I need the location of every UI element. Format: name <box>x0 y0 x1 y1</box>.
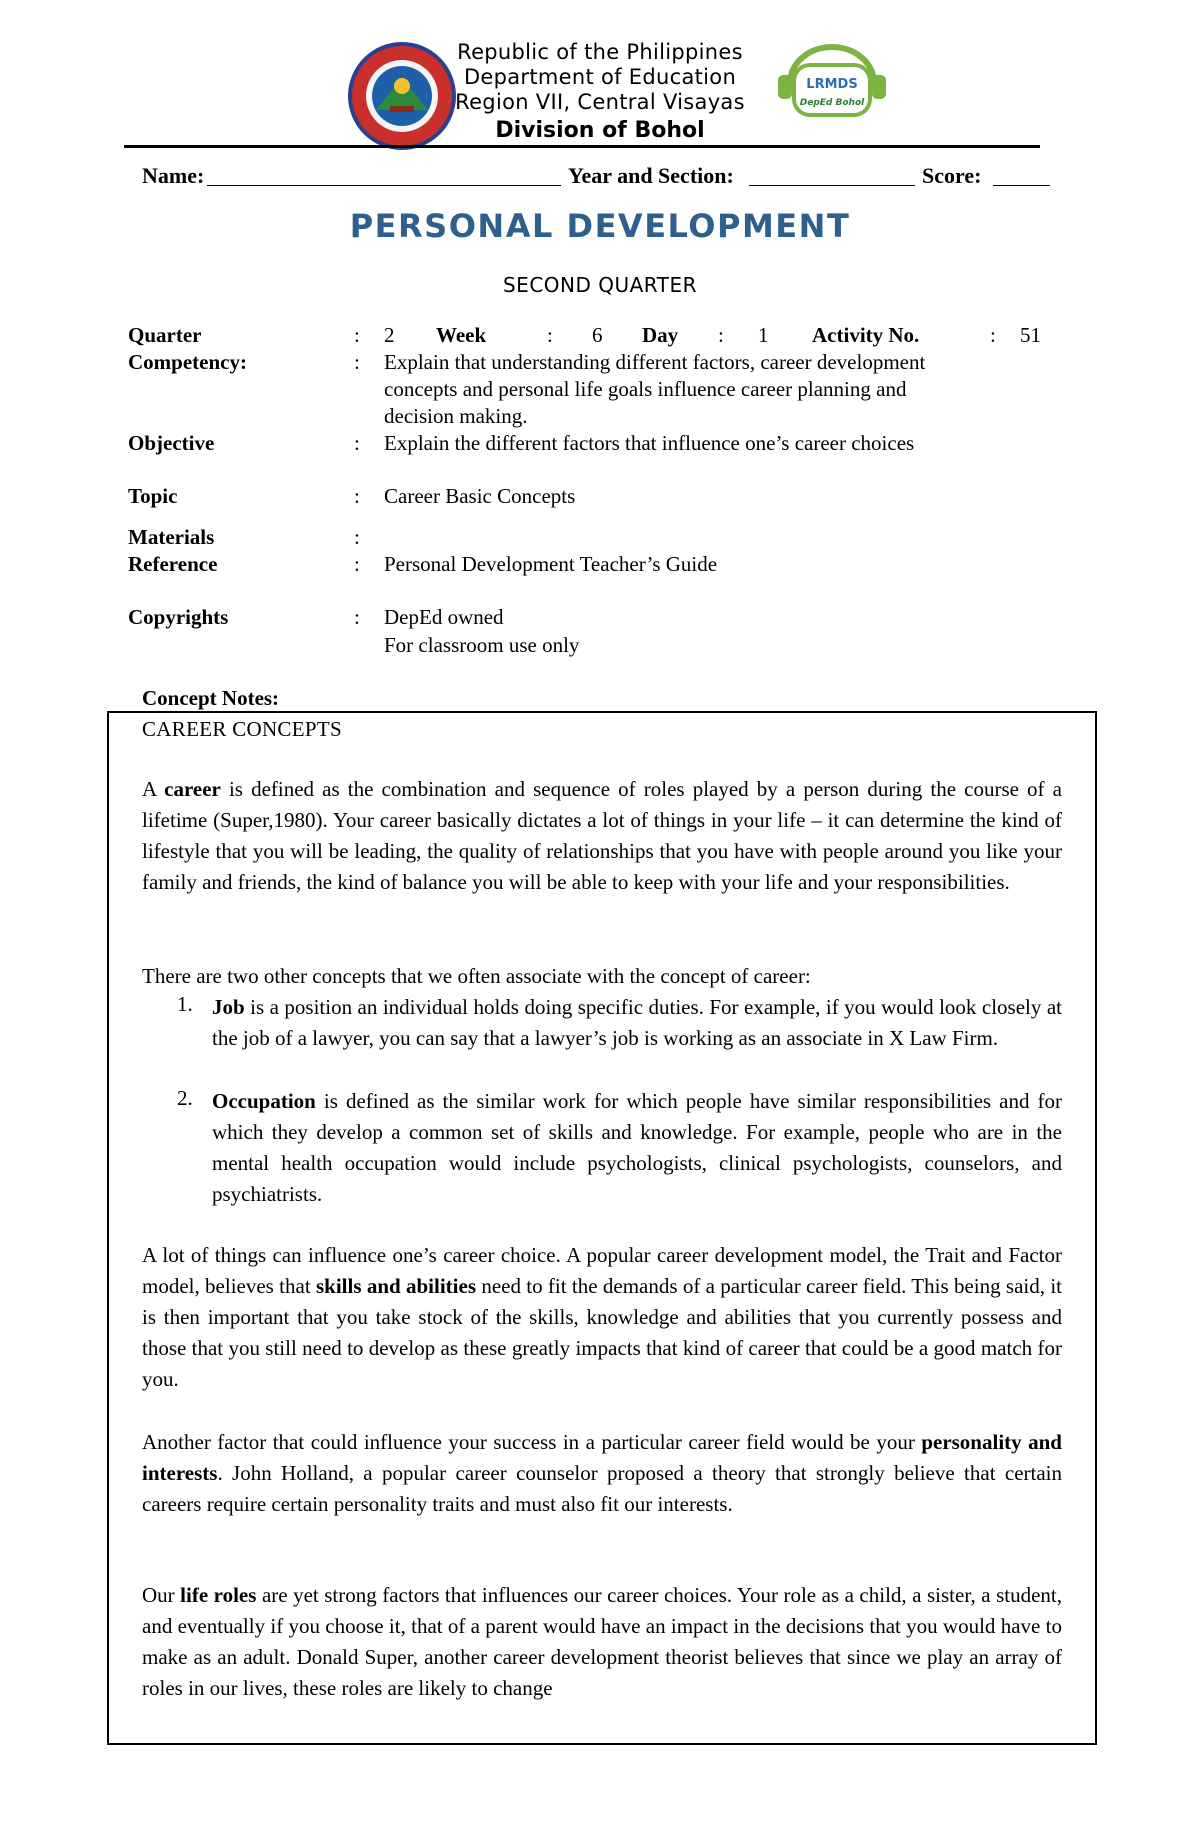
activity-label: Activity No. <box>812 323 920 347</box>
copyrights-line-2: For classroom use only <box>384 633 580 657</box>
week-value: 6 <box>592 323 603 347</box>
occupation-term: Occupation <box>212 1089 316 1113</box>
activity-value: 51 <box>1020 323 1041 347</box>
header-division: Division of Bohol <box>495 118 705 143</box>
job-term: Job <box>212 995 245 1019</box>
name-label: Name: <box>142 163 205 188</box>
page-title: PERSONAL DEVELOPMENT <box>349 207 851 245</box>
reference-colon: : <box>354 552 360 576</box>
list-number-2: 2. <box>177 1086 193 1110</box>
life-roles-term: life roles <box>180 1583 257 1607</box>
header-republic: Republic of the Philippines <box>457 40 743 64</box>
trait-factor-paragraph: A lot of things can influence one’s career choice. A popular career development model, the Trait and Factor model, believes that skills and abilities need to fit the demands of a particular career field. This being said, it is then important that you take stock of the skills, knowledge and abilities that you currently possess and those that you still need to develop as these greatly impacts that kind of career that could be a good match for you. <box>142 1243 1062 1391</box>
day-value: 1 <box>758 323 769 347</box>
career-paragraph: A career is defined as the combination and sequence of roles played by a person during the course of a lifetime (Super,1980). Your career basically dictates a lot of things in your life – it can determine the kind of lifestyle that you will be leading, the quality of relationships that you have with people around you like your family and friends, the kind of balance you will be able to keep with your life and your responsibilities. <box>142 777 1062 894</box>
day-label: Day <box>642 323 679 347</box>
activity-colon: : <box>990 323 996 347</box>
competency-colon: : <box>354 350 360 374</box>
topic-label: Topic <box>128 484 178 508</box>
page-subtitle: SECOND QUARTER <box>502 273 697 297</box>
reference-value: Personal Development Teacher’s Guide <box>384 552 718 576</box>
personality-paragraph: Another factor that could influence your success in a particular career field would be your personality and interests. John Holland, a popular career counselor proposed a theory that strongly believe that certain careers require certain personality traits and must also fit our interests. <box>142 1430 1062 1516</box>
competency-line-2: concepts and personal life goals influence career planning and <box>384 377 907 401</box>
header-department: Department of Education <box>463 65 737 89</box>
year-section-label: Year and Section: <box>568 163 734 188</box>
score-label: Score: <box>922 163 982 188</box>
header-rule <box>124 145 1040 148</box>
week-label: Week <box>436 323 487 347</box>
reference-label: Reference <box>128 552 218 576</box>
career-term: career <box>164 777 221 801</box>
objective-value: Explain the different factors that influence one’s career choices <box>384 431 915 455</box>
week-colon: : <box>547 323 553 347</box>
skills-abilities-term: skills and abilities <box>315 1274 477 1298</box>
day-colon: : <box>718 323 724 347</box>
copyrights-line-1: DepEd owned <box>384 605 504 629</box>
svg-text:DepEd Bohol: DepEd Bohol <box>799 98 865 108</box>
year-section-field[interactable] <box>749 167 915 186</box>
copyrights-label: Copyrights <box>128 605 229 629</box>
copyrights-colon: : <box>354 605 360 629</box>
lrmds-logo <box>776 43 888 123</box>
competency-line-3: decision making. <box>384 404 528 428</box>
quarter-colon: : <box>354 323 360 347</box>
objective-label: Objective <box>128 431 215 455</box>
personality-interests-term: personality and interests <box>142 1430 1062 1485</box>
svg-text:LRMDS: LRMDS <box>806 77 858 92</box>
name-field[interactable] <box>207 167 561 186</box>
life-roles-paragraph: Our life roles are yet strong factors that influences our career choices. Your role as a child, a sister, a student, and eventually if you choose it, that of a parent would have an impact in the decisions that you would have to make as an adult. Donald Super, another career development theorist believes that since we play an array of roles in our lives, these roles are likely to change <box>142 1583 1062 1700</box>
list-item-job: Job is a position an individual holds doing specific duties. For example, if you would look closely at the job of a lawyer, you can say that a lawyer’s job is working as an associate in X Law Firm. <box>212 995 1062 1050</box>
concepts-intro-paragraph: There are two other concepts that we often associate with the concept of career: <box>142 964 811 988</box>
list-item-occupation: Occupation is defined as the similar work for which people have similar responsibilities and for which they develop a common set of skills and knowledge. For example, people who are in the mental health occupation would include psychologists, clinical psychologists, counselors, and psychiatrists. <box>212 1089 1062 1206</box>
concept-heading: CAREER CONCEPTS <box>142 717 342 741</box>
list-number-1: 1. <box>177 992 193 1016</box>
topic-value: Career Basic Concepts <box>384 484 576 508</box>
header-region: Region VII, Central Visayas <box>455 90 745 114</box>
competency-label: Competency: <box>128 350 247 374</box>
competency-line-1: Explain that understanding different factors, career development <box>384 350 926 374</box>
materials-colon: : <box>354 525 360 549</box>
topic-colon: : <box>354 484 360 508</box>
quarter-value: 2 <box>384 323 395 347</box>
objective-colon: : <box>354 431 360 455</box>
concept-notes-label: Concept Notes: <box>142 686 280 710</box>
score-field[interactable] <box>993 167 1050 186</box>
quarter-label: Quarter <box>128 323 202 347</box>
materials-label: Materials <box>128 525 215 549</box>
